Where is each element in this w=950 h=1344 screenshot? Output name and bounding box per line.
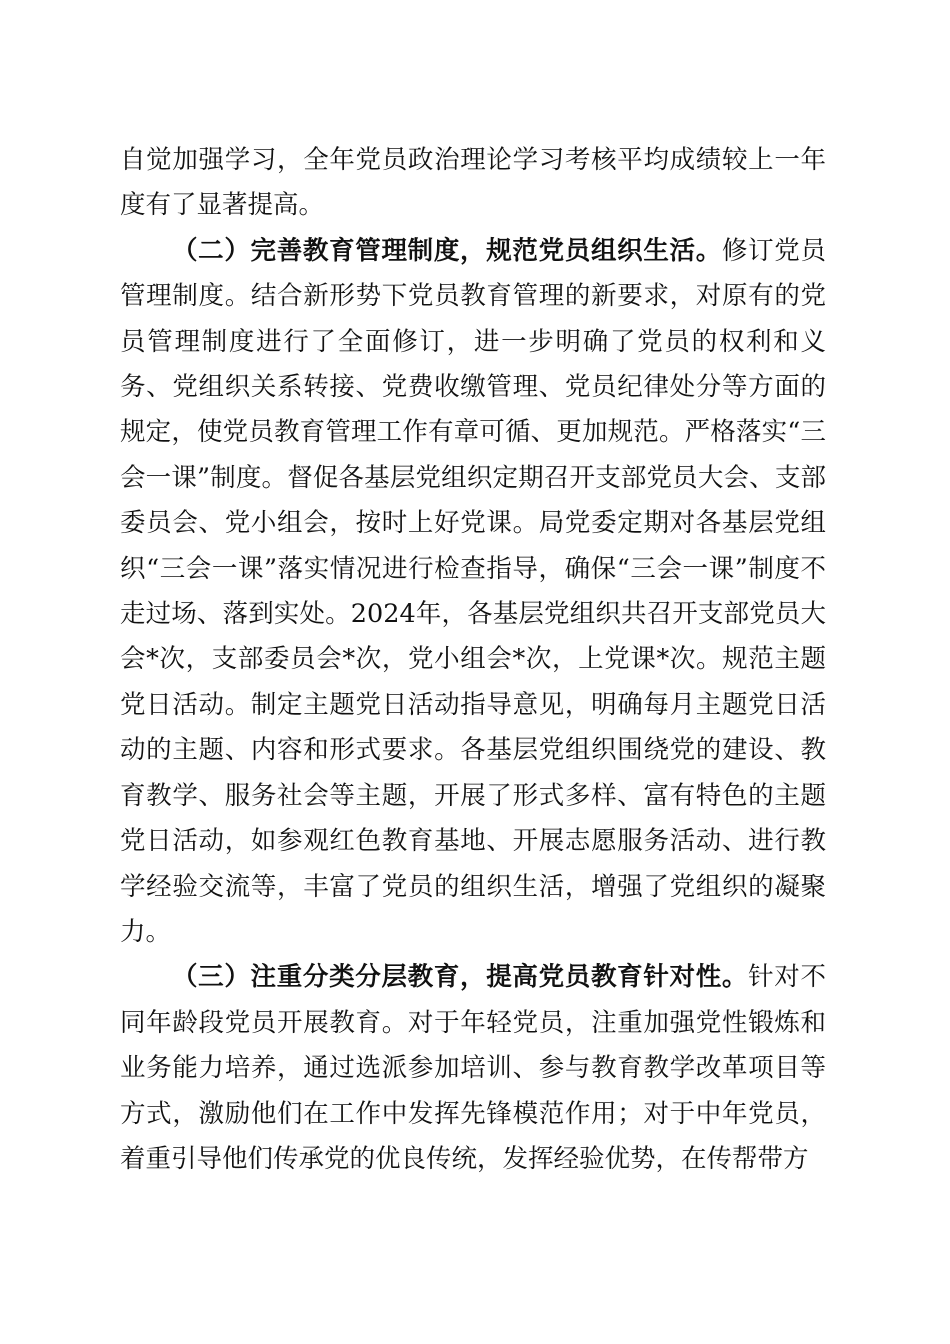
section-heading: （二）完善教育管理制度，规范党员组织生活。 (172, 235, 722, 266)
paragraph-section-3 (120, 955, 826, 1182)
paragraph-text: 针对不同年龄段党员开展教育。对于年轻党员，注重加强党性锻炼和业务能力培养，通过选派参加培训、参与教育教学改革项目等方式，激励他们在工作中发挥先锋模范作用；对于中年党员，着重引导他们传承党的优良传统，发挥经验优势，在传帮带方 (120, 962, 826, 1174)
section-heading: （三）注重分类分层教育，提高党员教育针对性。 (172, 962, 749, 993)
paragraph-text: 修订党员管理制度。结合新形势下党员教育管理的新要求，对原有的党员管理制度进行了全面修订，进一步明确了党员的权利和义务、党组织关系转接、党费收缴管理、党员纪律处分等方面的规定，使党员教育管理工作有章可循、更加规范。严格落实“三会一课”制度。督促各基层党组织定期召开支部党员大会、支部委员会、党小组会，按时上好党课。局党委定期对各基层党组织“三会一课”落实情况进行检查指导，确保“三会一课”制度不走过场、落到实处。2024年，各基层党组织共召开支部党员大会*次，支部委员会*次，党小组会*次，上党课*次。规范主题党日活动。制定主题党日活动指导意见，明确每月主题党日活动的主题、内容和形式要求。各基层党组织围绕党的建设、教育教学、服务社会等主题，开展了形式多样、富有特色的主题党日活动，如参观红色教育基地、开展志愿服务活动、进行教学经验交流等，丰富了党员的组织生活，增强了党组织的凝聚力。 (120, 235, 826, 947)
paragraph-text: 自觉加强学习，全年党员政治理论学习考核平均成绩较上一年度有了显著提高。 (120, 145, 826, 221)
document-body (120, 138, 826, 1182)
paragraph-continuation (120, 138, 826, 229)
paragraph-section-2 (120, 229, 826, 956)
